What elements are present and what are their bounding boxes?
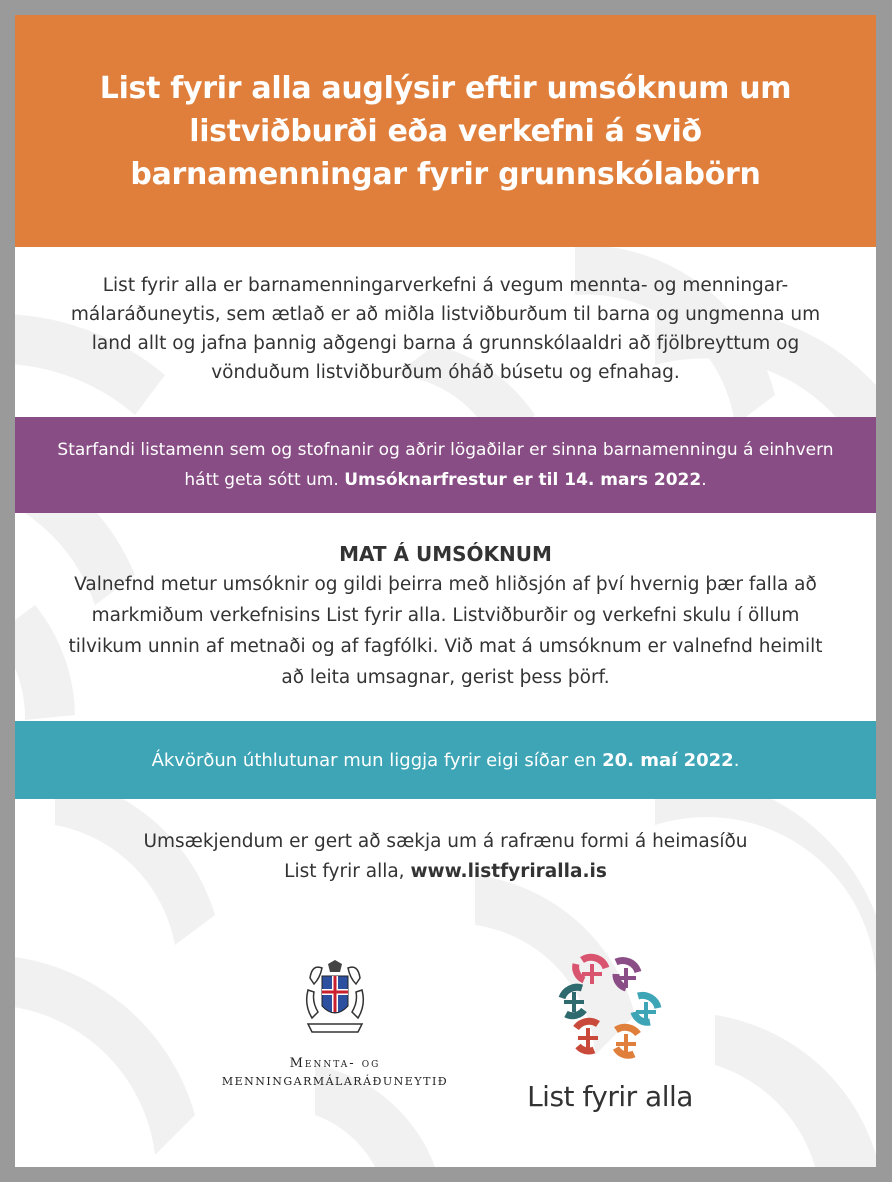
apply-line-2: List fyrir alla, www.listfyriralla.is	[284, 861, 607, 882]
website-link[interactable]: www.listfyriralla.is	[410, 861, 607, 882]
intro-section	[15, 271, 876, 401]
evaluation-section	[15, 539, 876, 719]
header-band	[15, 15, 876, 247]
coat-of-arms-icon	[300, 960, 370, 1038]
eligibility-text: Starfandi listamenn sem og stofnanir og aðrir lögaðilar er sinna barnamenningu á einhvern hátt geta sótt um. Umsóknarfrestur er til 14. mars 2022.	[57, 440, 834, 490]
evaluation-heading: MAT Á UMSÓKNUM	[339, 542, 552, 566]
list-fyrir-alla-emblem-icon	[554, 950, 666, 1062]
ministry-name-line-2: MENNINGARMÁLARÁÐUNEYTIÐ	[221, 1075, 449, 1088]
list-fyrir-alla-logo	[510, 950, 710, 1113]
decision-text: Ákvörðun úthlutunar mun liggja fyrir eigi síðar en 20. maí 2022.	[151, 749, 740, 771]
evaluation-text: Valnefnd metur umsóknir og gildi þeirra með hliðsjón af því hvernig þær falla að markmiðum verkefnisins List fyrir alla. Listviðburðir og verkefni skulu í öllum tilvikum unnin af metnaði og af fagfólki. Við mat á umsóknum er valnefnd heimilt að leita umsagnar, gerist þess þörf.	[68, 574, 823, 688]
poster	[15, 15, 876, 1167]
list-fyrir-alla-wordmark: List fyrir alla	[527, 1080, 693, 1113]
deadline-text: Umsóknarfrestur er til 14. mars 2022	[344, 470, 702, 490]
headline: List fyrir alla auglýsir eftir umsóknum um listviðburði eða verkefni á svið barnamenningar fyrir grunnskólabörn	[99, 70, 792, 192]
apply-line-1: Umsækjendum er gert að sækja um á rafrænu formi á heimasíðu	[143, 831, 748, 852]
eligibility-sentence: Starfandi listamenn sem og stofnanir og aðrir lögaðilar er sinna barnamenningu á einhvern hátt geta sótt um.	[57, 440, 834, 490]
intro-text: List fyrir alla er barnamenningarverkefni á vegum mennta- og menningar-málaráðuneytis, sem ætlað er að miðla listviðburðum til barna og ungmenna um land allt og jafna þannig aðgengi barna á grunnskólaaldri að fjölbreyttum og vönduðum listviðburðum óháð búsetu og efnahag.	[70, 275, 821, 383]
ministry-name-line-1: Mennta- og	[289, 1056, 381, 1071]
application-section	[15, 827, 876, 897]
ministry-logo	[195, 960, 475, 1088]
eligibility-band	[15, 417, 876, 513]
decision-band	[15, 721, 876, 799]
decision-date: 20. maí 2022	[602, 749, 734, 771]
